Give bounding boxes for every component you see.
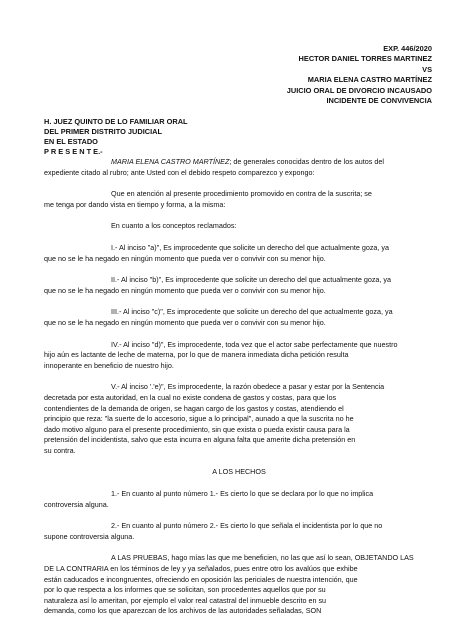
item-number: III.-: [111, 307, 122, 317]
item-text: que no se le ha negado en ningún momento que pueda ver o convivir con su menor hijo.: [44, 285, 326, 295]
paragraph-line: me tenga por dando vista en tiempo y forma, a la misma:: [44, 199, 226, 209]
item-text: Al inciso "d)", Es improcedente, toda vez que el actor sabe perfectamente que nuestro: [123, 339, 398, 349]
item-text: su contra.: [44, 445, 76, 455]
incident-type: INCIDENTE DE CONVIVENCIA: [326, 96, 432, 106]
fact-2: [44, 521, 434, 542]
addressee-line: H. JUEZ QUINTO DE LO FAMILIAR ORAL: [44, 117, 188, 126]
fact-text: 1.- En cuanto al punto número 1.- Es cierto lo que se declara por lo que no implica: [111, 489, 374, 499]
evidence-text: naturaleza así lo ameritan, por ejemplo el valor real catastral del inmueble descrito en su: [44, 595, 327, 605]
item-text: que no se le ha negado en ningún momento que pueda ver o convivir con su menor hijo.: [44, 317, 326, 327]
addressee-block: [44, 117, 188, 157]
item-v: [44, 382, 434, 456]
party-name: MARIA ELENA CASTRO MARTÍNEZ: [111, 157, 230, 166]
evidence-text: están caducados e incongruentes, ofreciendo en oposición las periciales de nuestra intención, que: [44, 574, 358, 584]
item-text: Al inciso "c)", Es improcedente que solicite un derecho del que actualmente goza, ya: [123, 307, 393, 317]
evidence-text: por lo que respecta a los informes que se solicitan, son procedentes aquellos que por su: [44, 585, 326, 595]
plaintiff-name: HECTOR DANIEL TORRES MARTINEZ: [298, 54, 432, 64]
fact-1: [44, 489, 434, 510]
facts-heading: A LOS HECHOS: [212, 467, 266, 477]
item-text: que no se le ha negado en ningún momento que pueda ver o convivir con su menor hijo.: [44, 253, 326, 263]
evidence-text: A LAS PRUEBAS, hago mías las que me beneficien, no las que así lo sean, OBJETANDO LAS: [111, 553, 414, 563]
item-text: dado motivo alguno para el presente procedimiento, sin que exista o pueda existir causa para la: [44, 424, 350, 434]
document-body: [44, 157, 434, 617]
evidence-text: DE LA CONTRARIA en los términos de ley y ya señalados, pues entre otro los avalúos que exhibe: [44, 564, 358, 574]
fact-text: controversia alguna.: [44, 499, 109, 509]
attention-paragraph: [44, 189, 434, 210]
defendant-name: MARIA ELENA CASTRO MARTÍNEZ: [307, 75, 432, 85]
item-text: contendientes de la demanda de origen, se hagan cargo de los gastos y costas, atendiendo el: [44, 403, 344, 413]
addressee-line: P R E S E N T E.-: [44, 147, 103, 156]
case-header: [287, 44, 432, 106]
item-text: pretensión del incidentista, salvo que esta incurra en alguna falta que amerite dicha pretensión en: [44, 435, 356, 445]
item-iii: [44, 307, 434, 328]
versus-label: VS: [422, 64, 432, 74]
item-i: [44, 242, 434, 264]
item-ii: [44, 275, 434, 296]
item-number: II.-: [111, 275, 120, 285]
evidence-text: demanda, como los que aparezcan de los archivos de las autoridades señaladas, SON: [44, 606, 322, 616]
item-iv: [44, 339, 434, 372]
item-number: IV.-: [111, 339, 122, 349]
addressee-line: DEL PRIMER DISTRITO JUDICIAL: [44, 127, 162, 136]
fact-text: 2.- En cuanto al punto número 2.- Es cierto lo que señala el incidentista por lo que no: [111, 521, 383, 531]
fact-text: supone controversia alguna.: [44, 531, 135, 541]
item-text: hijo aún es lactante de leche de materna, por lo que de manera inmediata dicha petición resulta: [44, 350, 349, 360]
concepts-heading: En cuanto a los conceptos reclamados:: [111, 221, 237, 231]
item-text: Al inciso '.'e)", Es improcedente, la razón obedece a pasar y estar por la Sentencia: [121, 382, 385, 392]
case-type: JUICIO ORAL DE DIVORCIO INCAUSADO: [286, 85, 432, 95]
intro-paragraph: [44, 157, 434, 178]
item-text: decretada por esta autoridad, en la cual no existe condena de gastos y costas, para que los: [44, 392, 337, 402]
item-text: innoperante en beneficio de nuestro hijo.: [44, 360, 174, 370]
evidence-paragraph: [44, 553, 434, 617]
paragraph-line: Que en atención al presente procedimiento promovido en contra de la suscrita; se: [111, 189, 372, 199]
intro-text: ; de generales conocidas dentro de los autos del: [229, 157, 384, 166]
item-text: Al inciso "b)", Es improcedente que solicite un derecho del que actualmente goza, ya: [121, 275, 391, 285]
item-text: principio que reza: "la suerte de lo accesorio, sigue a lo principal", aunado a que la suscrita no he: [44, 414, 354, 424]
case-number: EXP. 446/2020: [383, 44, 432, 53]
item-text: Al inciso "a)", Es improcedente que solicite un derecho del que actualmente goza, ya: [119, 242, 389, 252]
item-number: I.-: [111, 242, 118, 252]
intro-text: expediente citado al rubro; ante Usted con el debido respeto comparezco y expongo:: [44, 167, 315, 177]
item-number: V.-: [111, 382, 120, 392]
addressee-line: EN EL ESTADO: [44, 137, 98, 146]
